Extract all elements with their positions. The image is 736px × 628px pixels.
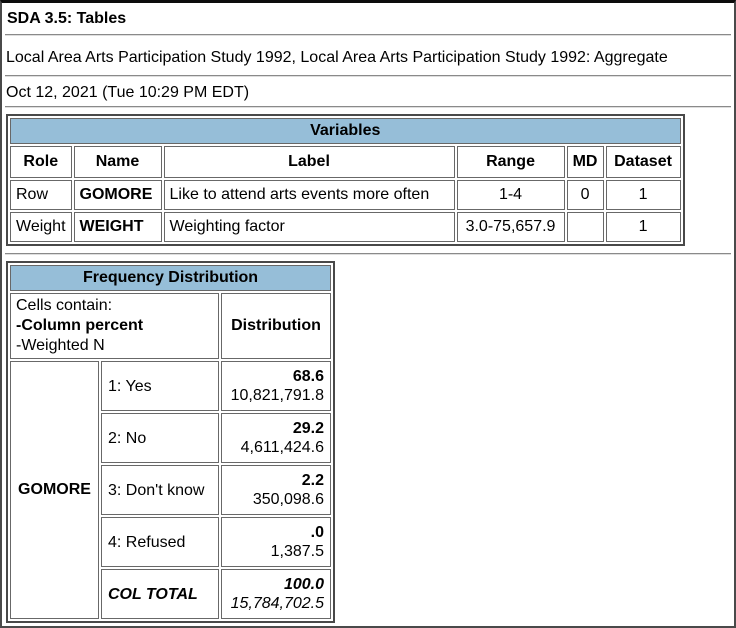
frequency-table-caption: Frequency Distribution: [10, 265, 331, 291]
column-percent: .0: [310, 524, 324, 541]
date-line: Oct 12, 2021 (Tue 10:29 PM EDT): [6, 84, 250, 101]
column-header-role: Role: [10, 146, 72, 178]
name-cell: GOMORE: [74, 180, 162, 210]
weighted-n-total: 15,784,702.5: [230, 595, 324, 612]
variables-header-row: [10, 146, 681, 178]
label-cell: Like to attend arts events more often: [164, 180, 455, 210]
weighted-n: 4,611,424.6: [240, 439, 324, 456]
distribution-cell: [221, 465, 331, 515]
weighted-n: 350,098.6: [252, 491, 324, 508]
cells-contain-line: Cells contain:: [16, 297, 113, 314]
weighted-n: 1,387.5: [270, 543, 324, 560]
cells-contain-line: -Column percent: [16, 317, 144, 334]
col-total-label: COL TOTAL: [101, 569, 219, 619]
category-label: 4: Refused: [101, 517, 219, 567]
role-cell: Row: [10, 180, 72, 210]
frequency-header-row: [10, 293, 331, 359]
variables-table: [6, 114, 685, 246]
divider: [5, 75, 731, 77]
category-label: 2: No: [101, 413, 219, 463]
distribution-cell: [221, 413, 331, 463]
weighted-n: 10,821,791.8: [230, 387, 324, 404]
divider: [5, 106, 731, 108]
range-cell: 1-4: [457, 180, 565, 210]
distribution-cell: [221, 361, 331, 411]
cells-contain-line: -Weighted N: [16, 337, 105, 354]
column-percent: 2.2: [301, 472, 324, 489]
column-header-range: Range: [457, 146, 565, 178]
table-row: [10, 212, 681, 242]
dataset-cell: 1: [606, 212, 681, 242]
column-header-label: Label: [164, 146, 455, 178]
table-row: [10, 361, 331, 411]
divider: [5, 34, 731, 36]
study-title: Local Area Arts Participation Study 1992, Local Area Arts Participation Study 1992: Aggregate: [6, 49, 668, 66]
md-cell: 0: [567, 180, 604, 210]
row-variable-cell: GOMORE: [10, 361, 99, 619]
column-percent: 68.6: [292, 368, 324, 385]
category-label: 1: Yes: [101, 361, 219, 411]
name-cell: WEIGHT: [74, 212, 162, 242]
distribution-column-header: Distribution: [221, 293, 331, 359]
column-header-md: MD: [567, 146, 604, 178]
page-title: SDA 3.5: Tables: [7, 10, 127, 27]
dataset-cell: 1: [606, 180, 681, 210]
range-cell: 3.0-75,657.9: [457, 212, 565, 242]
column-percent-total: 100.0: [283, 576, 324, 593]
category-label: 3: Don't know: [101, 465, 219, 515]
distribution-total-cell: [221, 569, 331, 619]
table-row: [10, 180, 681, 210]
distribution-cell: [221, 517, 331, 567]
column-header-dataset: Dataset: [606, 146, 681, 178]
column-header-name: Name: [74, 146, 162, 178]
label-cell: Weighting factor: [164, 212, 455, 242]
role-cell: Weight: [10, 212, 72, 242]
cells-contain-note: [10, 293, 219, 359]
variables-table-caption: Variables: [10, 118, 681, 144]
divider: [5, 253, 731, 255]
column-percent: 29.2: [292, 420, 324, 437]
md-cell: [567, 212, 604, 242]
frequency-distribution-table: [6, 261, 335, 623]
